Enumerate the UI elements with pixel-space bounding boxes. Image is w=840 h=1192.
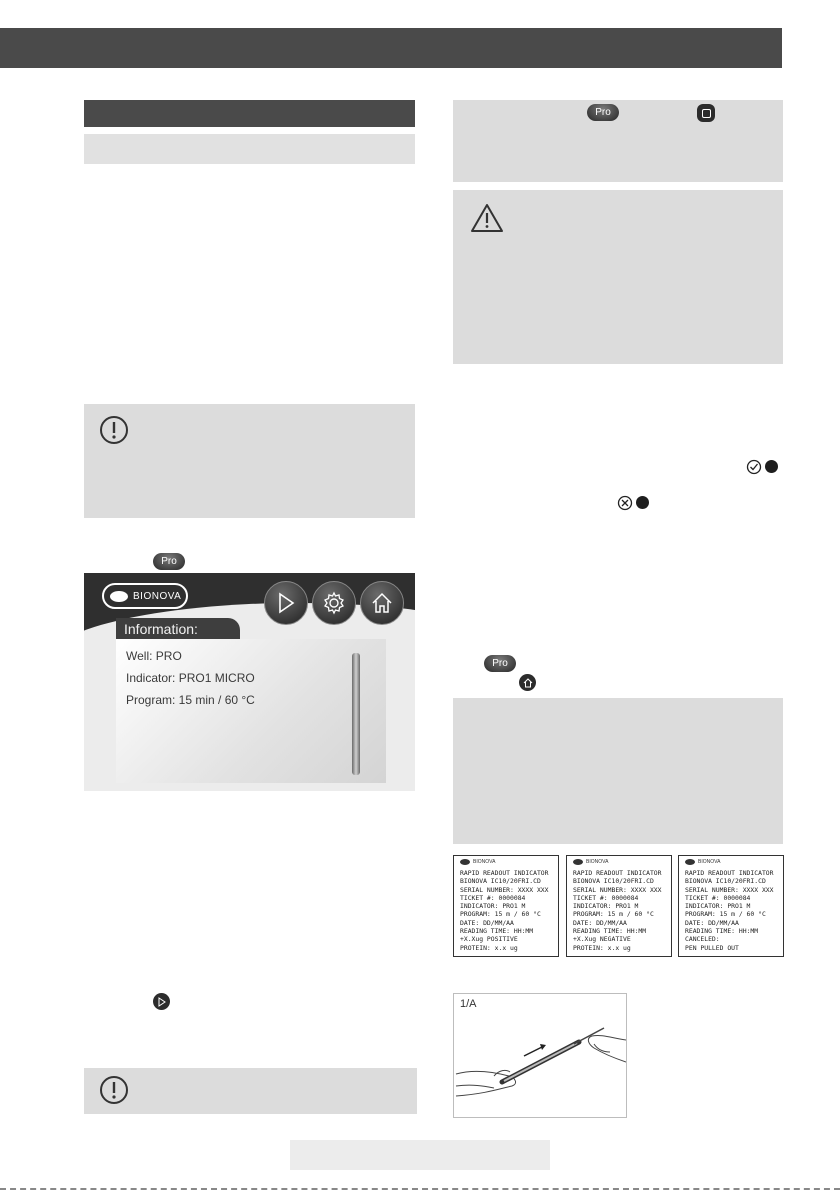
exclamation-icon [98, 1074, 130, 1106]
page-header-bar [0, 28, 782, 68]
notice-box [84, 404, 415, 518]
bottom-divider [0, 1188, 840, 1190]
receipt-canceled: BIONOVA RAPID READOUT INDICATOR BIONOVA IC10/20FRI.CD SERIAL NUMBER: XXXX XXX TICKET #: 0000084 INDICATOR: PRO1 M PROGRAM: 15 m / 60 °C DATE: DD/MM/AA READING TIME: HH:MM CANCELED: PEN PULLED OUT [678, 855, 784, 957]
home-icon [370, 591, 394, 615]
check-circle-icon [746, 459, 762, 475]
exclamation-icon [98, 414, 130, 446]
indicator-pen-image [352, 653, 360, 775]
subsection-heading-bar [84, 134, 415, 164]
hands-pen-illustration [454, 1014, 626, 1114]
settings-button[interactable] [312, 581, 356, 625]
program-text: Program: 15 min / 60 °C [126, 693, 255, 707]
play-icon [276, 592, 296, 614]
status-dot-icon [765, 460, 778, 473]
page-footer-bar [290, 1140, 550, 1170]
x-circle-icon [617, 495, 633, 511]
status-dot-icon [636, 496, 649, 509]
gear-icon [322, 591, 346, 615]
play-button[interactable] [264, 581, 308, 625]
play-inline-icon [153, 993, 170, 1010]
illustration-panel [453, 993, 627, 1118]
well-text: Well: PRO [126, 649, 182, 663]
warning-icon [469, 202, 505, 234]
home-inline-icon [519, 674, 536, 691]
section-heading-bar [84, 100, 415, 127]
bionova-logo: BIONOVA [102, 583, 188, 609]
receipt-positive: BIONOVA RAPID READOUT INDICATOR BIONOVA IC10/20FRI.CD SERIAL NUMBER: XXXX XXX TICKET #: 0000084 INDICATOR: PRO1 M PROGRAM: 15 m / 60 °C DATE: DD/MM/AA READING TIME: HH:MM +X.Xug POSITIVE PROTEIN: x.x ug [453, 855, 559, 957]
stop-icon [697, 104, 715, 122]
warning-box [453, 190, 783, 364]
note-box [453, 698, 783, 844]
device-screen [84, 573, 415, 791]
receipt-negative: BIONOVA RAPID READOUT INDICATOR BIONOVA IC10/20FRI.CD SERIAL NUMBER: XXXX XXX TICKET #: 0000084 INDICATOR: PRO1 M PROGRAM: 15 m / 60 °C DATE: DD/MM/AA READING TIME: HH:MM +X.Xug NEGATIVE PROTEIN: x.x ug [566, 855, 672, 957]
bottom-notice-box [84, 1068, 417, 1114]
information-panel [116, 639, 386, 783]
home-button[interactable] [360, 581, 404, 625]
indicator-text: Indicator: PRO1 MICRO [126, 671, 255, 685]
pro-button-icon: Pro [153, 553, 185, 570]
info-box [453, 100, 783, 182]
pro-button-icon: Pro [587, 104, 619, 121]
illustration-label: 1/A [460, 998, 477, 1010]
pro-button-icon: Pro [484, 655, 516, 672]
information-tab: Information: [116, 618, 240, 640]
